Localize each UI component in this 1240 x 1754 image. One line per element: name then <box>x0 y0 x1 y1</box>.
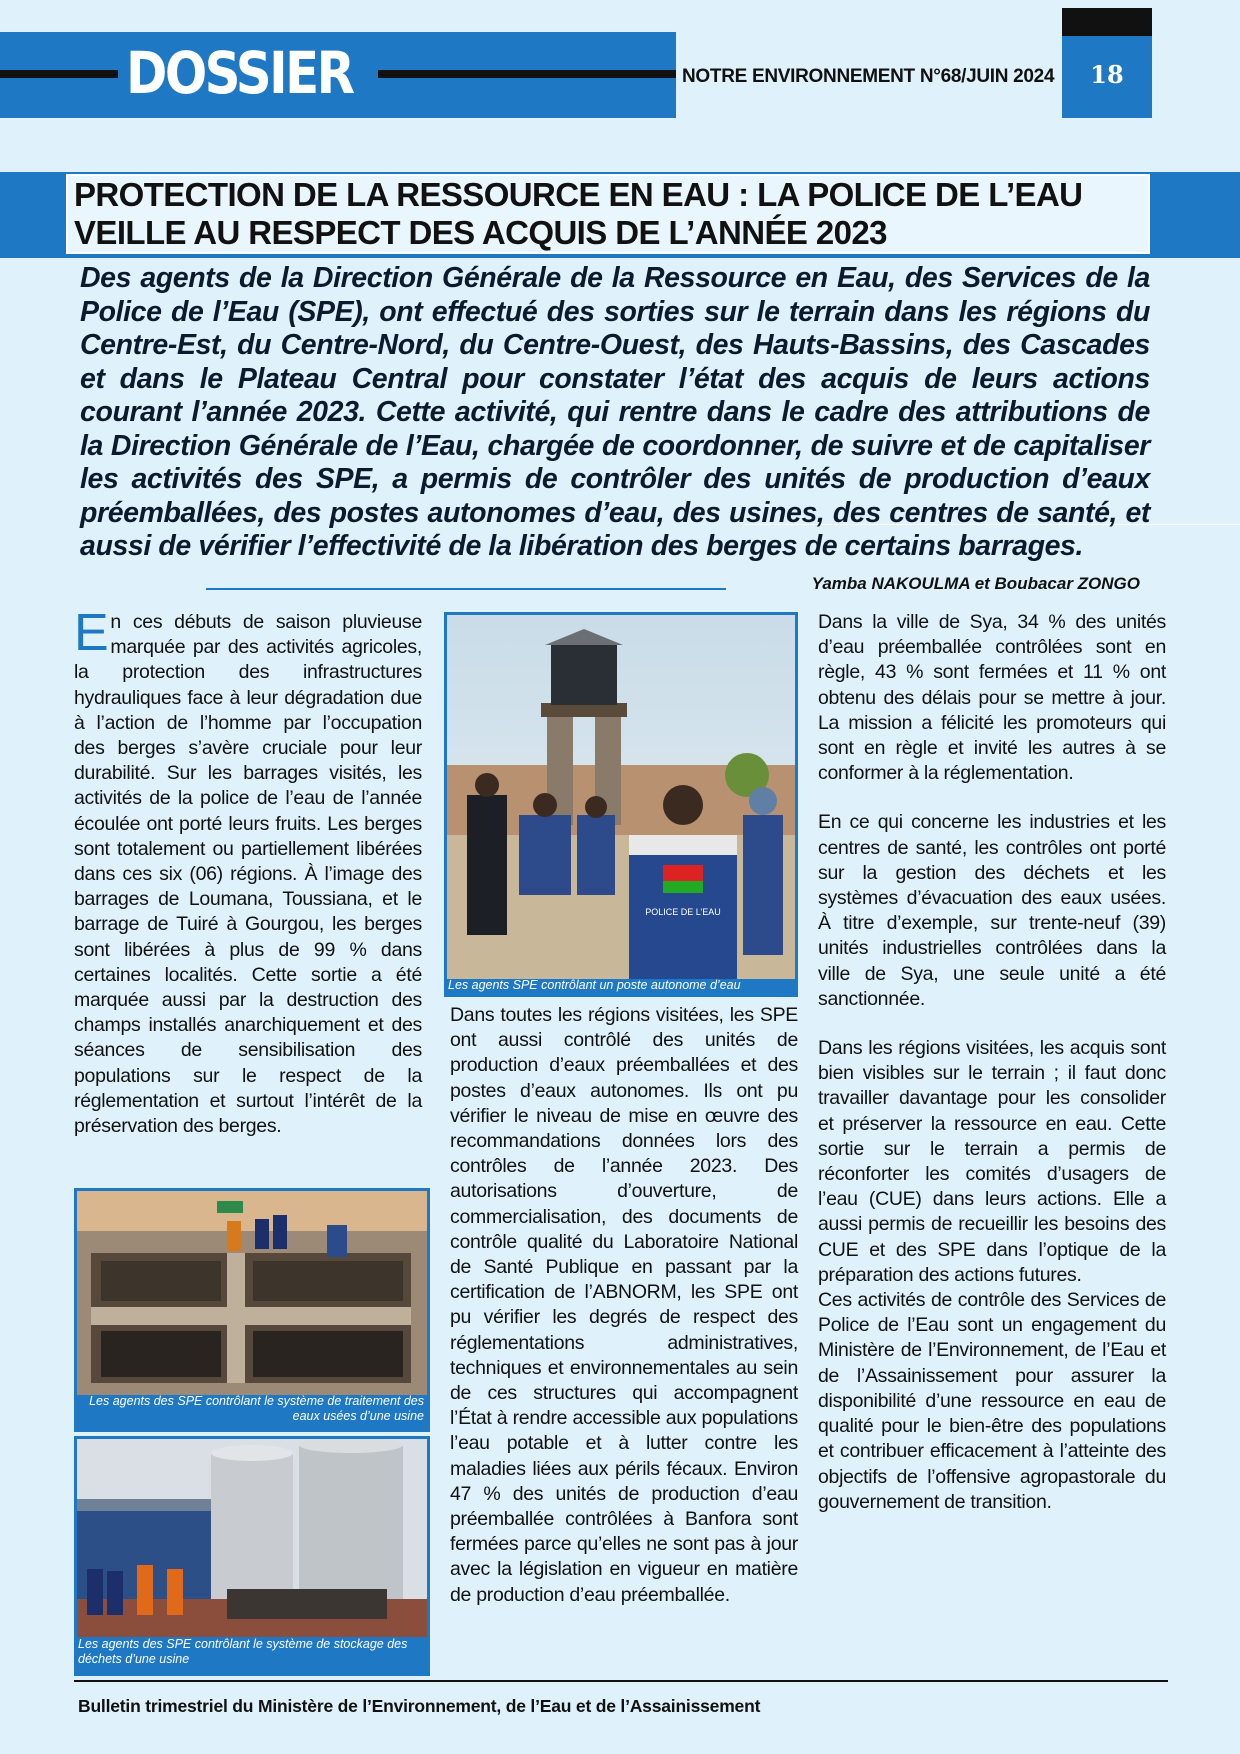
article-column-1 <box>74 604 422 1139</box>
paragraph: En ce qui concerne les industries et les centres de santé, les contrôles ont porté sur la gestion des déchets et les systèmes d’évacuation des eaux usées. À titre d’exemple, sur trente-neuf (39) unités industrielles contrôlées dans la ville de Sya, une seule unité a été sanctionnée. <box>818 811 1166 1010</box>
photo-caption: Les agents des SPE contrôlant le système de stockage des déchets d’une usine <box>78 1637 408 1666</box>
header-rule-left <box>0 70 118 78</box>
page-number-tab <box>1062 8 1152 36</box>
lead-rule <box>206 588 726 590</box>
paragraph: Dans toutes les régions visitées, les SPE ont aussi contrôlé des unités de production d’eaux préemballées et des postes d’eaux autonomes. Ils ont pu vérifier le niveau de mise en œuvre des recommandations données lors des contrôles de l’année 2023. Des autorisations d’ouverture, de commercialisation, des documents de contrôle qualité du Laboratoire National de Santé Publique en passant par la certification de l’ABNORM, les SPE ont pu vérifier les degrés de respect des réglementations administratives, techniques et environnementales au sein de ces structures qui accompagnent l’État à rendre accessible aux populations l’eau potable et à lutter contre les maladies liées aux périls fécaux. Environ 47 % des unités de production d’eau préemballée contrôlées à Banfora sont fermées parce qu’elles ne sont pas à jour avec la législation en vigueur en matière de production d’eau préemballée. <box>450 1004 798 1606</box>
photo-caption: Les agents des SPE contrôlant le système de traitement des eaux usées d’une usine <box>89 1394 424 1423</box>
paragraph: Dans la ville de Sya, 34 % des unités d’eau préemballée contrôlées sont en règle, 43 % sont fermées et 11 % ont obtenu des délais pour se mettre à jour. La mission a félicité les promoteurs qui sont en règle et invité les autres à se conformer à la réglementation. <box>818 611 1166 785</box>
photo-wastewater <box>74 1188 430 1432</box>
article-column-2 <box>450 1003 798 1608</box>
section-title: DOSSIER <box>126 39 353 107</box>
photo-water-point-image <box>447 615 795 979</box>
photo-waste-storage <box>74 1436 430 1676</box>
issue-label: NOTRE ENVIRONNEMENT N°68/JUIN 2024 <box>682 66 1055 87</box>
article-lead: Des agents de la Direction Générale de la Ressource en Eau, des Services de la Police de l’Eau (SPE), ont effectué des sorties sur le terrain dans les régions du Centre-Est, du Centre-Nord, du Centre-Ouest, des Hauts-Bassins, des Cascades et dans le Plateau Central pour constater l’état des acquis de leurs actions courant l’année 2023. Cette activité, qui rentre dans le cadre des attributions de la Direction Générale de l’Eau, chargée de coordonner, de suivre et de capitaliser les activités des SPE, a permis de contrôler des unités de production d’eaux préemballées, des postes autonomes d’eau, des usines, des centres de santé, et aussi de vérifier l’effectivité de la libération des berges de certains barrages. <box>80 262 1150 562</box>
photo-wastewater-image <box>77 1191 427 1395</box>
vest-text: POLICE DE L’EAU <box>645 907 721 917</box>
byline: Yamba NAKOULMA et Boubacar ZONGO <box>811 574 1140 593</box>
footer-text: Bulletin trimestriel du Ministère de l’Environnement, de l’Eau et de l’Assainissement <box>78 1696 761 1716</box>
paragraph: Dans les régions visitées, les acquis sont bien visibles sur le terrain ; il faut donc travailler davantage pour les consolider et préserver la ressource en eau. Cette sortie sur le terrain a permis de réconforter les comités d’usagers de l’eau (CUE) dans leurs actions. Elle a aussi permis de recueillir les besoins des CUE et des SPE dans l’optique de la préparation des actions futures. <box>818 1037 1166 1286</box>
paragraph: Ces activités de contrôle des Services de Police de l’Eau sont un engagement du Ministère de l’Environnement, de l’Eau et de l’Assainissement pour assurer la disponibilité d’une ressource en eau de qualité pour le bien-être des populations et contribuer efficacement à l’atteinte des objectifs de l’offensive agropastorale du gouvernement de transition. <box>818 1289 1166 1513</box>
photo-caption: Les agents SPE contrôlant un poste autonome d’eau <box>448 978 741 992</box>
header-rule-right <box>378 70 676 78</box>
photo-water-point <box>444 612 798 997</box>
article-column-3 <box>818 610 1166 1515</box>
paragraph: n ces débuts de saison pluvieuse marquée par des activités agricoles, la protection des infrastructures hydrauliques face à leur dégradation due à l’action de l’homme par l’occupation des berges s’avère cruciale pour leur durabilité. Sur les barrages visités, les activités de la police de l’eau de l’année écoulée ont porté leurs fruits. Les berges sont totalement ou partiellement libérées dans ces six (06) régions. À l’image des barrages de Loumana, Toussiana, et le barrage de Tuiré à Gourgou, les berges sont libérées à plus de 99 % dans certaines localités. Cette sortie a été marquée aussi par la destruction des champs installés anarchiquement et des séances de sensibilisation des populations sur le respect de la réglementation et surtout l’intérêt de la préservation des berges. <box>74 611 422 1138</box>
photo-waste-storage-image <box>77 1439 427 1637</box>
article-title: PROTECTION DE LA RESSOURCE EN EAU : LA POLICE DE L’EAU VEILLE AU RESPECT DES ACQUIS DE L’ANNÉE 2023 <box>74 176 1083 251</box>
page-number: 18 <box>1090 60 1124 89</box>
footer-rule <box>74 1680 1168 1682</box>
drop-cap: E <box>74 604 109 662</box>
